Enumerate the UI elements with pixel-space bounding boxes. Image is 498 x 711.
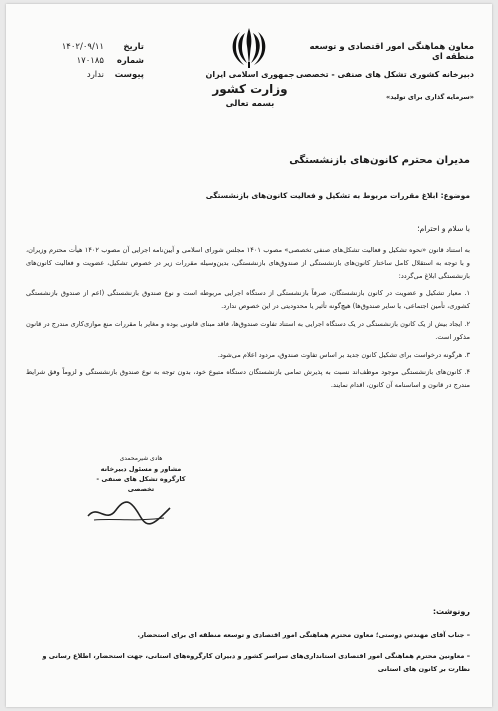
ministry-name: وزارت کشور — [212, 82, 288, 96]
letter-body — [26, 244, 470, 397]
body-paragraph: ۱. معیار تشکیل و عضویت در کانون بازنشستگان، صرفاً بازنشستگی از دستگاه اجرایی مربوطه است و نوع صندوق بازنشستگی (اعم از صندوق بازنشستگی کشوری، تأمین اجتماعی، یا سایر صندوق‌ها) هیچ‌گونه تأثیر یا محدودیتی در این خصوص ندارد. — [26, 289, 470, 311]
signer-title-2: کارگروه تشکل های صنفی - تخصصی — [96, 475, 186, 493]
republic-text: جمهوری اسلامی ایران — [205, 70, 295, 79]
attachment-label: پیوست — [114, 70, 144, 80]
date-value: ۱۴۰۲/۰۹/۱۱ — [61, 42, 104, 52]
attachment-row — [24, 68, 144, 82]
date-row — [24, 40, 144, 54]
invocation-text: بسمه تعالی — [225, 99, 275, 109]
date-label: تاریخ — [123, 42, 144, 52]
cc-item: – معاونین محترم هماهنگی امور اقتصادی استانداری‌های سراسر کشور و دبیران کارگروه‌های استانی، جهت استحضار، اطلاع رسانی و نظارت بر کانون های استانی — [42, 652, 470, 673]
handwritten-signature-icon — [84, 498, 174, 528]
iran-emblem-icon — [227, 24, 271, 70]
cc-label: رونوشت: — [432, 607, 470, 616]
number-row — [24, 54, 144, 68]
secretariat-title: دبیرخانه کشوری تشکل های صنفی - تخصصی — [295, 70, 474, 79]
body-paragraph: ۳. هرگونه درخواست برای تشکیل کانون جدید بر اساس تفاوت صندوق، مردود اعلام می‌شود. — [217, 350, 470, 359]
attachment-value: ندارد — [86, 70, 104, 80]
department-block — [284, 42, 474, 101]
addressee: مدیران محترم کانون‌های بازنشستگی — [289, 155, 470, 166]
letter-meta — [24, 40, 144, 82]
signature-block — [86, 454, 196, 494]
year-slogan: «سرمایه گذاری برای تولید» — [386, 93, 474, 101]
body-paragraph: ۲. ایجاد بیش از یک کانون بازنشستگی در یک دستگاه اجرایی به استناد تفاوت صندوق‌ها، فاقد مبنای قانونی بوده و مغایر با مقررات منع موازی‌کاری مندرج در قانون مذکور است. — [26, 319, 470, 341]
number-label: شماره — [116, 56, 144, 66]
cc-item: – جناب آقای مهندس دوستی؛ معاون محترم هماهنگی امور اقتصادی و توسعه منطقه ای برای استحضار. — [137, 631, 470, 639]
salutation: با سلام و احترام؛ — [417, 224, 470, 233]
signer-title: مشاور و مسئول دبیرخانه — [100, 465, 182, 473]
cc-list — [26, 629, 470, 684]
number-value: ۱۷۰۱۸۵ — [76, 56, 104, 66]
signer-name: هادی شیرمحمدی — [119, 455, 163, 462]
body-paragraph: ۴. کانون‌های بازنشستگی موجود موظف‌اند نسبت به پذیرش تمامی بازنشستگان دستگاه متبوع خود، بدون توجه به نوع صندوق بازنشستگی و لزوماً وفق شرایط مندرج در قانون و اساسنامه آن کانون، اقدام نمایند. — [26, 368, 470, 390]
deputy-title: معاون هماهنگی امور اقتصادی و توسعه منطقه ای — [309, 42, 474, 62]
letter-page — [6, 4, 492, 707]
subject-line: موضوع: ابلاغ مقررات مربوط به تشکیل و فعالیت کانون‌های بازنشستگی — [205, 191, 470, 200]
body-paragraph: به استناد قانون «نحوه تشکیل و فعالیت تشکل‌های صنفی تخصصی» مصوب ۱۴۰۱ مجلس شورای اسلامی و آیین‌نامه اجرایی آن مصوب ۱۴۰۲ هیأت محترم وزیران، و با توجه به استقلال کامل ساختار کانون‌های بازنشستگی از صندوق‌های بازنشستگی، بدین‌وسیله مقررات زیر در خصوص تشکیل، عضویت و فعالیت کانون‌های بازنشستگی ابلاغ می‌گردد: — [26, 246, 470, 280]
